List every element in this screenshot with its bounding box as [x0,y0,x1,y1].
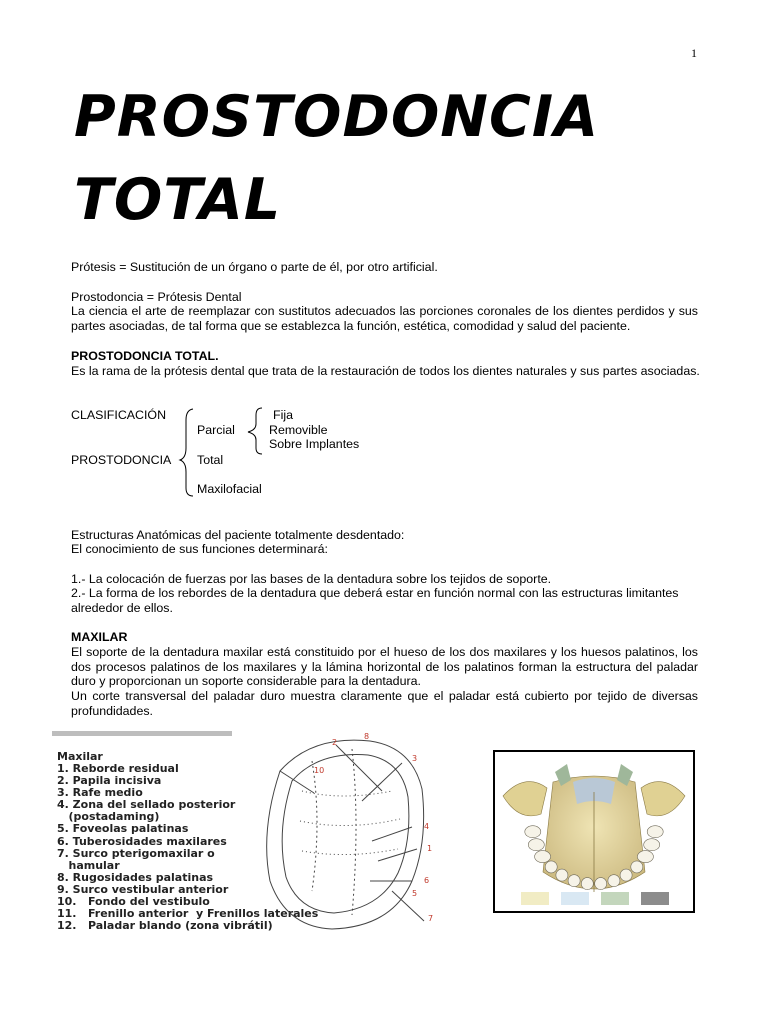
tooth [595,878,607,890]
estructuras-line2: El conocimiento de sus funciones determinará: [71,542,328,556]
palate-photo [495,752,693,911]
figure-list-item: 8. Rugosidades palatinas [57,870,214,884]
sketch-number-label: 6 [424,876,430,885]
sketch-number-label: 8 [364,732,370,741]
estructuras-item1: 1.- La colocación de fuerzas por las bases de la dentadura sobre los tejidos de soporte. [71,572,552,586]
legend-swatch [561,892,589,905]
sketch-number-label: 7 [428,914,434,923]
tooth [644,839,660,851]
class-fija: Fija [273,408,293,422]
tooth [581,878,593,890]
maxilar-para2: Un corte transversal del paladar duro muestra claramente que el paladar está cubierto por tejido de diversas profundidades. [71,689,698,718]
figure-list-item: 10. Fondo del vestibulo [57,895,210,909]
sketch-number-labels [314,732,433,923]
big-brace [180,409,193,496]
classification-label-prostodoncia: PROSTODONCIA [71,453,172,467]
definition-protesis: Prótesis = Sustitución de un órgano o parte de él, por otro artificial. [71,260,438,274]
estructuras-item2: 2.- La forma de los rebordes de la dentadura que deberá estar en función normal con las estructuras limitantes alrededor de ellos. [71,586,679,615]
sketch-number-label: 1 [427,844,433,853]
tooth [608,875,620,887]
class-parcial: Parcial [197,423,235,437]
figure-list-item: 9. Surco vestibular anterior [57,882,229,896]
tooth [620,869,632,881]
sketch-number-label: 5 [412,889,418,898]
tooth [637,851,653,863]
anatomy-figure-left [52,731,442,941]
page-number: 1 [691,46,697,60]
palate-photo-frame [493,750,695,913]
tooth [647,826,663,838]
class-maxilofacial: Maxilofacial [197,482,262,496]
figure-list-item: 3. Rafe medio [57,786,143,800]
small-brace [248,408,262,454]
figure-list-item: 6. Tuberosidades maxilares [57,834,227,848]
maxilar-para1: El soporte de la dentadura maxilar está constituido por el hueso de los dos maxilares y los huesos palatinos, los dos procesos palatinos de los maxilares y la lámina horizontal de los palatinos forman la estructura del paladar duro y proporcionan un soporte considerable para la dentadura. [71,645,698,689]
figure-list-item: 11. Frenillo anterior y Frenillos laterales [57,907,319,921]
figure-list-item: hamular [57,858,120,872]
tooth [568,875,580,887]
legend-swatch [601,892,629,905]
sketch-number-label: 2 [332,738,338,747]
tooth [528,839,544,851]
legend-swatch [641,892,669,905]
palate-sketch [252,731,442,941]
figure-list-item: 4. Zona del sellado posterior [57,798,236,812]
sketch-number-label: 3 [412,754,418,763]
tooth [535,851,551,863]
figure-list-item: 1. Reborde residual [57,762,179,775]
tooth [525,826,541,838]
legend-swatch [521,892,549,905]
figure-list-item: 12. Paladar blando (zona vibrátil) [57,919,273,933]
classification-label: CLASIFICACIÓN [71,408,167,422]
figure-list-item: (postadaming) [57,810,160,824]
figure-list-title: Maxilar [57,750,103,763]
tooth [545,861,557,873]
class-removible: Removible [269,423,328,437]
estructuras-line1: Estructuras Anatómicas del paciente totalmente desdentado: [71,528,405,542]
sketch-number-label: 10 [314,766,325,775]
definition-prostodoncia: Prostodoncia = Prótesis Dental [71,290,242,304]
section-heading-total: PROSTODONCIA TOTAL. [71,349,219,363]
figure-list-item: 7. Surco pterigomaxilar o [57,846,215,860]
page-title-line2: TOTAL [74,167,282,233]
page-title-line1: PROSTODONCIA [74,84,600,150]
figure-list-item: 2. Papila incisiva [57,774,162,788]
sketch-number-label: 4 [424,822,430,831]
classification-braces [170,400,280,500]
class-total: Total [197,453,224,467]
definition-ciencia: La ciencia el arte de reemplazar con sustitutos adecuados las porciones coronales de los dientes perdidos y sus partes asociadas, de tal forma que se establezca la función, estética, comodidad y salud del paciente. [71,304,698,333]
tooth [631,861,643,873]
class-sobre-implantes: Sobre Implantes [269,437,360,451]
section-heading-maxilar: MAXILAR [71,630,128,644]
tooth [556,869,568,881]
figure-list-item: 5. Foveolas palatinas [57,822,189,836]
figure-header-strip [52,731,232,736]
section-text-total: Es la rama de la prótesis dental que trata de la restauración de todos los dientes naturales y sus partes asociadas. [71,364,700,378]
